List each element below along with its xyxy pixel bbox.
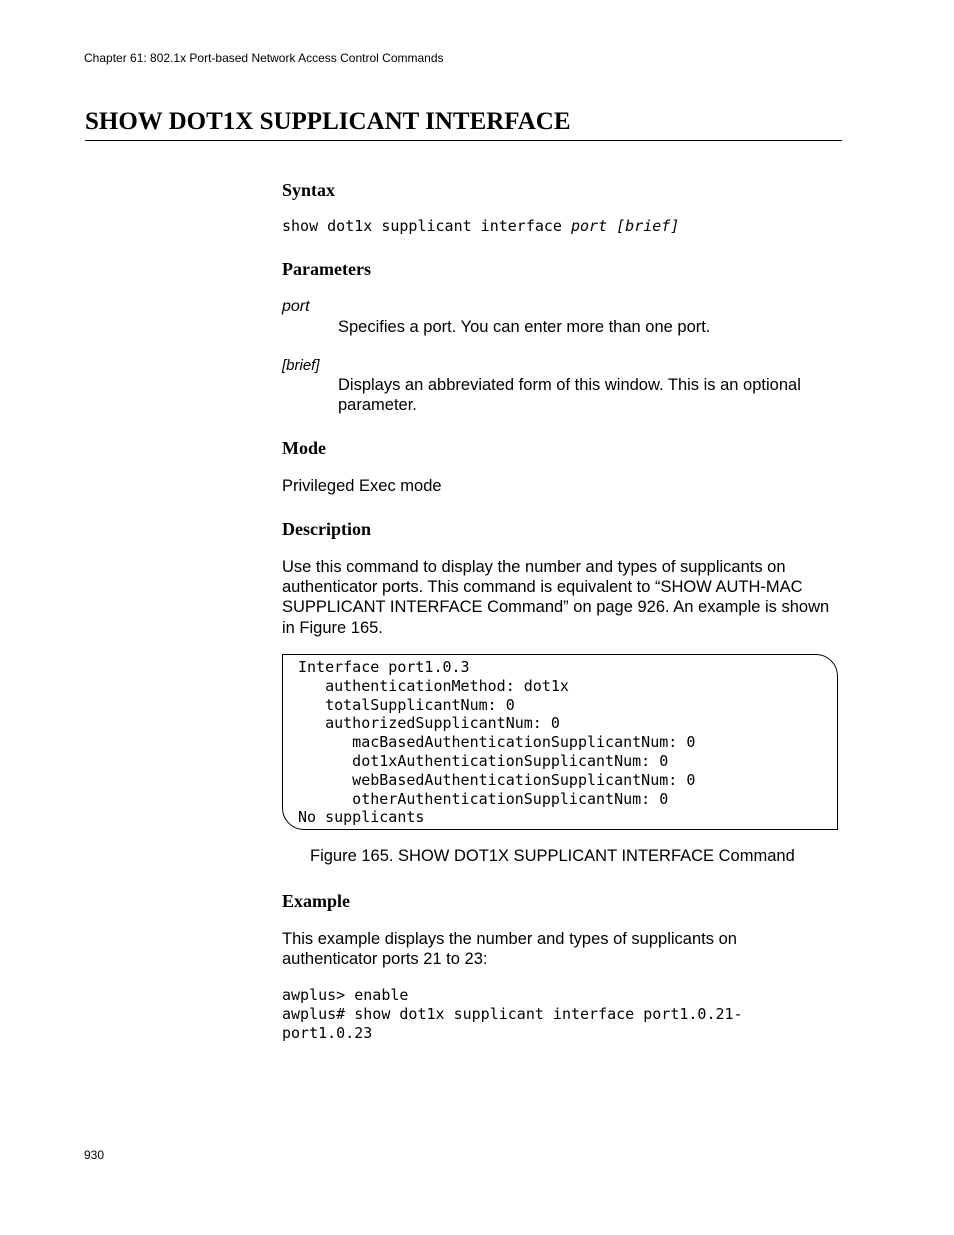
mode-heading: Mode (282, 438, 326, 458)
param-port-description: Specifies a port. You can enter more than one port. (338, 318, 711, 336)
figure-caption: Figure 165. SHOW DOT1X SUPPLICANT INTERFACE Command (310, 847, 795, 865)
syntax-command: show dot1x supplicant interface (282, 217, 571, 235)
figure-code-box (282, 654, 838, 830)
mode-text: Privileged Exec mode (282, 477, 442, 495)
example-code: awplus> enable awplus# show dot1x supplicant interface port1.0.21- port1.0.23 (282, 986, 743, 1042)
param-brief-name: [brief] (282, 357, 320, 374)
page-title: SHOW DOT1X SUPPLICANT INTERFACE (85, 108, 571, 135)
syntax-args: port [brief] (570, 217, 680, 235)
param-brief-description: Displays an abbreviated form of this window. This is an optional parameter. (338, 376, 801, 415)
figure-code: Interface port1.0.3 authenticationMethod: dot1x totalSupplicantNum: 0 authorizedSupplicantNum: 0 macBasedAuthenticationSupplicantNum: 0 dot1xAuthenticationSupplicantNum: 0 webBasedAuthenticationSupplicantNum: 0 otherAuthenticationSupplicantNum: 0 No supplicants (298, 658, 696, 827)
page-number: 930 (84, 1148, 105, 1162)
syntax-line (282, 217, 679, 236)
param-port-name: port (282, 298, 310, 315)
description-text: Use this command to display the number and types of supplicants on authenticator ports. This command is equivalent to “SHOW AUTH-MAC SUPPLICANT INTERFACE Command” on page 926. An example is shown in Figure 165. (282, 558, 830, 637)
example-heading: Example (282, 891, 351, 911)
running-head: Chapter 61: 802.1x Port-based Network Access Control Commands (84, 51, 444, 65)
parameters-heading: Parameters (282, 259, 371, 279)
syntax-heading: Syntax (282, 180, 336, 200)
title-rule (85, 140, 842, 141)
description-heading: Description (282, 519, 371, 539)
example-text: This example displays the number and types of supplicants on authenticator ports 21 to 23: (282, 930, 737, 969)
